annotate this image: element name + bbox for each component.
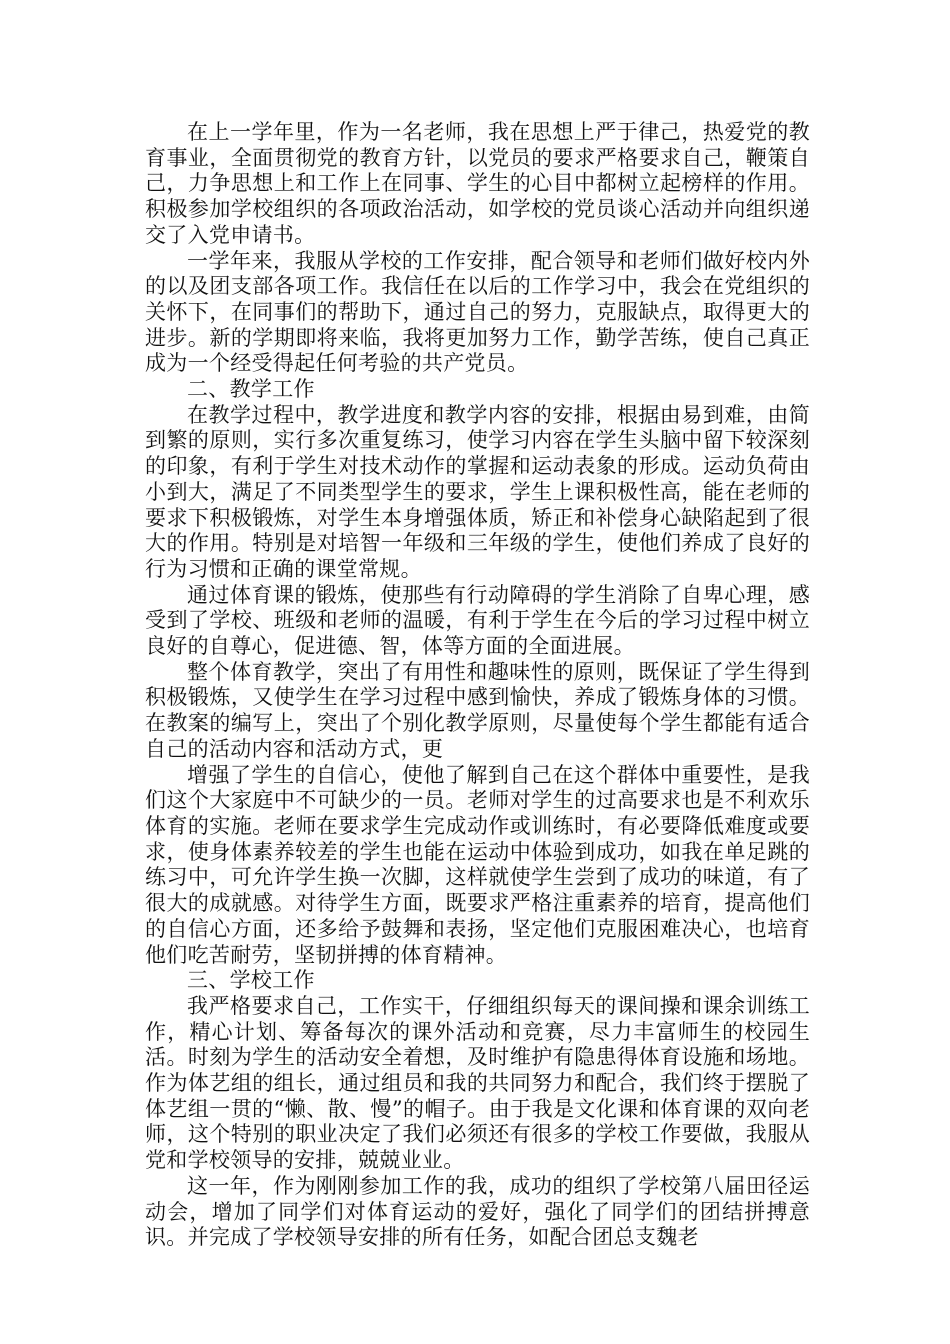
paragraph: 在教学过程中，教学进度和教学内容的安排，根据由易到难，由简到繁的原则，实行多次重复练习，使学习内容在学生头脑中留下较深刻的印象，有利于学生对技术动作的掌握和运动表象的形成。运动负荷由小到大，满足了不同类型学生的要求，学生上课积极性高，能在老师的要求下积极锻炼，对学生本身增强体质，矫正和补偿身心缺陷起到了很大的作用。特别是对培智一年级和三年级的学生，使他们养成了良好的行为习惯和正确的课堂常规。: [145, 402, 810, 581]
document-body: [145, 120, 810, 1251]
section-heading: 三、学校工作: [187, 968, 315, 993]
paragraph: 这一年，作为刚刚参加工作的我，成功的组织了学校第八届田径运动会，增加了同学们对体育运动的爱好，强化了同学们的团结拼搏意识。并完成了学校领导安排的所有任务，如配合团总支魏老: [145, 1173, 810, 1250]
paragraph: 通过体育课的锻炼，使那些有行动障碍的学生消除了自卑心理，感受到了学校、班级和老师的温暖，有利于学生在今后的学习过程中树立良好的自尊心，促进德、智，体等方面的全面进展。: [145, 582, 810, 659]
paragraph: 整个体育教学，突出了有用性和趣味性的原则，既保证了学生得到积极锻炼，又使学生在学习过程中感到愉快，养成了锻炼身体的习惯。在教案的编写上，突出了个别化教学原则，尽量使每个学生都能有适合自己的活动内容和活动方式，更: [145, 659, 810, 761]
paragraph: 我严格要求自己，工作实干，仔细组织每天的课间操和课余训练工作，精心计划、筹备每次的课外活动和竞赛，尽力丰富师生的校园生活。时刻为学生的活动安全着想，及时维护有隐患得体育设施和场地。作为体艺组的组长，通过组员和我的共同努力和配合，我们终于摆脱了体艺组一贯的“懒、散、慢”的帽子。由于我是文化课和体育课的双向老师，这个特别的职业决定了我们必须还有很多的学校工作要做，我服从党和学校领导的安排，兢兢业业。: [145, 993, 810, 1173]
paragraph: 增强了学生的自信心，使他了解到自己在这个群体中重要性，是我们这个大家庭中不可缺少的一员。老师对学生的过高要求也是不利欢乐体育的实施。老师在要求学生完成动作或训练时，有必要降低难度或要求，使身体素养较差的学生也能在运动中体验到成功，如我在单足跳的练习中，可允许学生换一次脚，这样就使学生尝到了成功的味道，有了很大的成就感。对待学生方面，既要求严格注重素养的培育，提高他们的自信心方面，还多给予鼓舞和表扬，坚定他们克服困难决心，也培育他们吃苦耐劳，坚韧拼搏的体育精神。: [145, 762, 810, 967]
paragraph: 一学年来，我服从学校的工作安排，配合领导和老师们做好校内外的以及团支部各项工作。我信任在以后的工作学习中，我会在党组织的关怀下，在同事们的帮助下，通过自己的努力，克服缺点，取得更大的进步。新的学期即将来临，我将更加努力工作，勤学苦练，使自己真正成为一个经受得起任何考验的共产党员。: [145, 248, 810, 376]
paragraph: 在上一学年里，作为一名老师，我在思想上严于律己，热爱党的教育事业，全面贯彻党的教育方针，以党员的要求严格要求自己，鞭策自己，力争思想上和工作上在同事、学生的心目中都树立起榜样的作用。积极参加学校组织的各项政治活动，如学校的党员谈心活动并向组织递交了入党申请书。: [145, 120, 810, 247]
section-heading: 二、教学工作: [187, 377, 315, 402]
